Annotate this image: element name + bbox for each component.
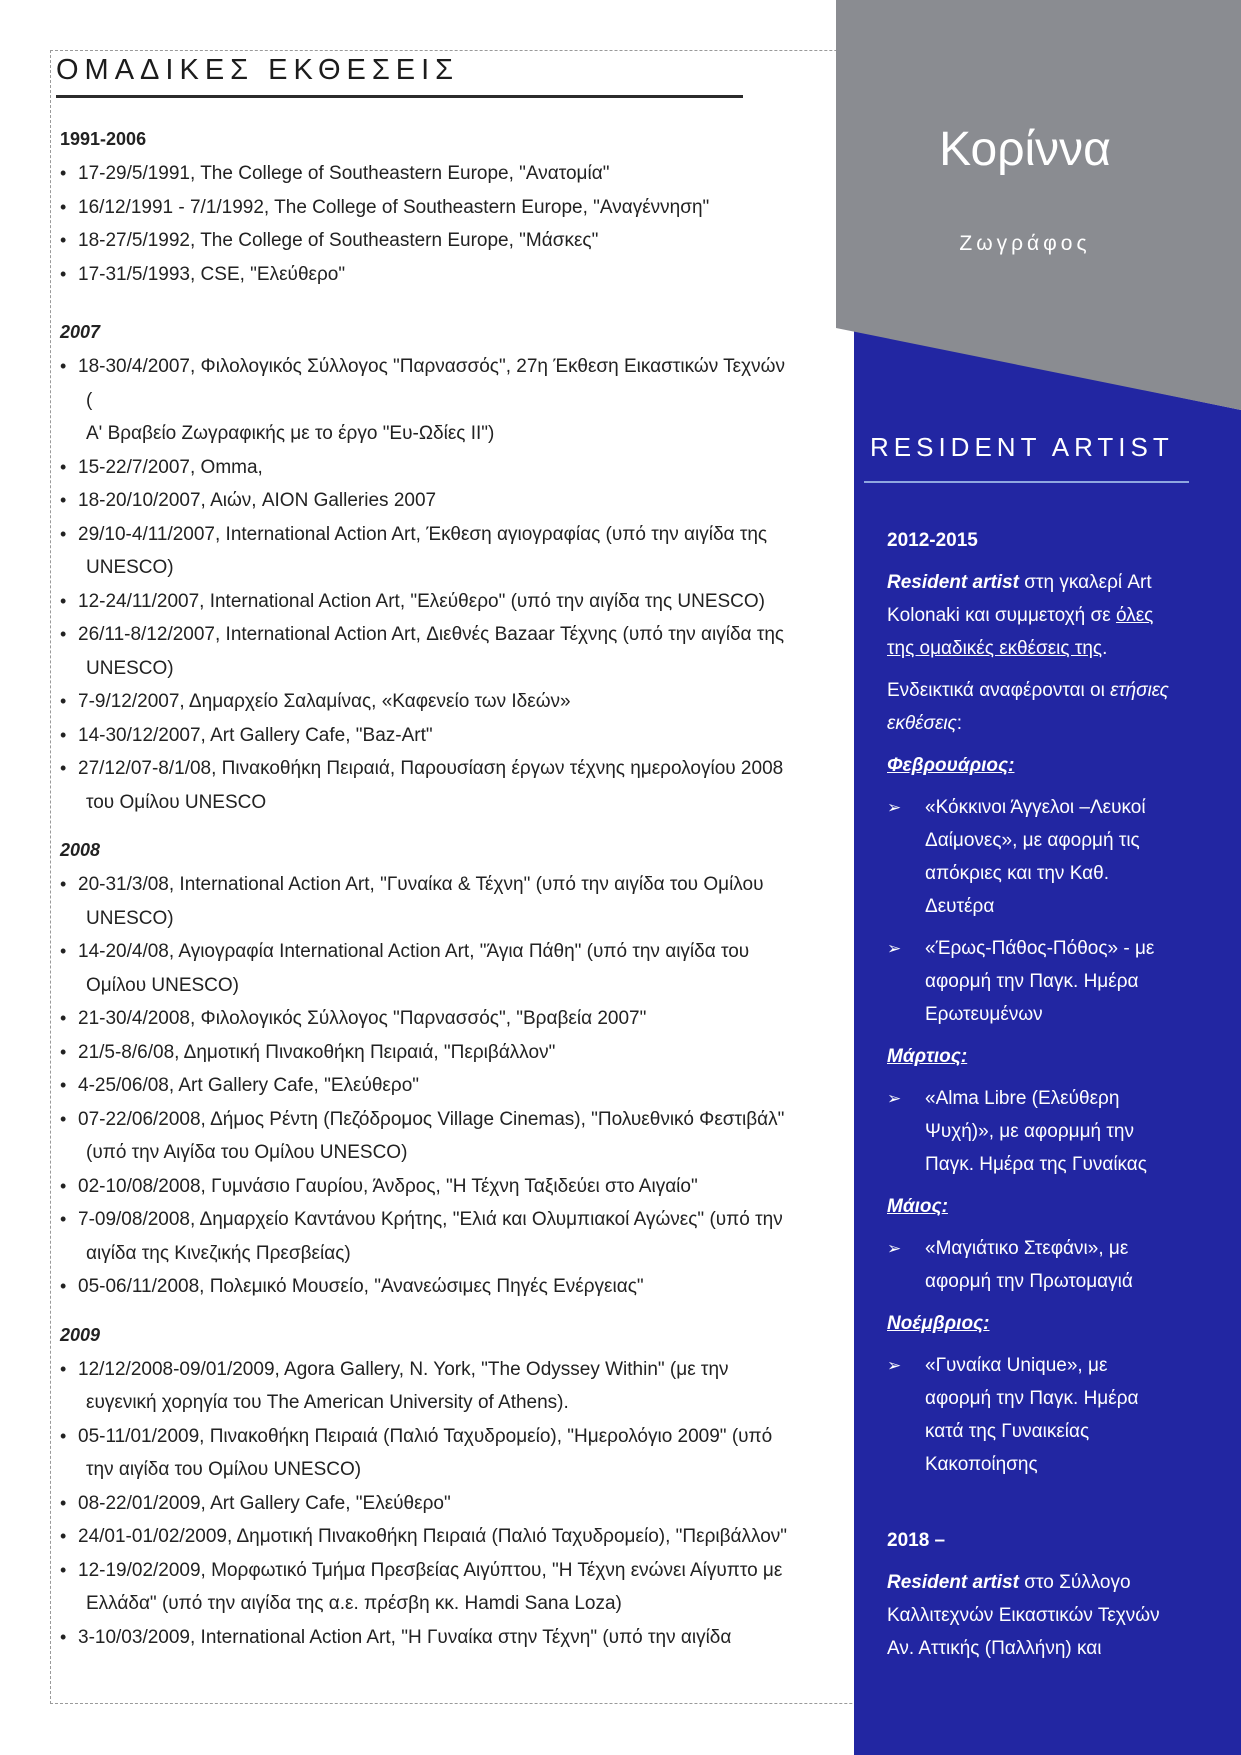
year-heading: 2008 <box>60 840 101 860</box>
list-item: • 15-22/7/2007, Omma, <box>56 451 796 485</box>
year-group <box>56 128 796 291</box>
month-heading: Μάιος: <box>887 1196 948 1217</box>
year-group <box>56 321 796 819</box>
list-item: • 27/12/07-8/1/08, Πινακοθήκη Πειραιά, Παρουσίαση έργων τέχνης ημερολογίου 2008 του Ομίλου UNESCO <box>56 752 796 819</box>
list-item: • 4-25/06/08, Art Gallery Cafe, "Ελεύθερο" <box>56 1069 796 1103</box>
list-item: • 05-11/01/2009, Πινακοθήκη Πειραιά (Παλιό Ταχυδρομείο), "Ημερολόγιο 2009" (υπό την αιγίδα του Ομίλου UNESCO) <box>56 1420 796 1487</box>
exhibition-list <box>56 157 796 291</box>
list-item: • 14-30/12/2007, Art Gallery Cafe, "Baz-Art" <box>56 719 796 753</box>
resident-year: 2012-2015 <box>887 530 978 551</box>
resident-description: Resident artist στο Σύλλογο Καλλιτεχνών Εικαστικών Τεχνών Αν. Αττικής (Παλλήνη) και <box>887 1572 1160 1659</box>
list-item: • 17-31/5/1993, CSE, "Ελεύθερο" <box>56 258 796 292</box>
year-group <box>56 1324 796 1655</box>
month-heading: Φεβρουάριος: <box>887 755 1015 776</box>
group-exhibitions-section <box>56 50 796 1674</box>
resident-title-rule <box>864 481 1189 483</box>
event-list <box>887 1349 1172 1481</box>
month-heading: Νοέμβριος: <box>887 1313 990 1334</box>
event-list <box>887 1232 1172 1298</box>
list-item: • 7-09/08/2008, Δημαρχείο Καντάνου Κρήτης, "Ελιά και Ολυμπιακοί Αγώνες" (υπό την αιγίδα της Κινεζικής Πρεσβείας) <box>56 1203 796 1270</box>
list-item: • 16/12/1991 - 7/1/1992, The College of Southeastern Europe, "Αναγέννηση" <box>56 191 796 225</box>
event-item: ➢ «Κόκκινοι Άγγελοι –Λευκοί Δαίμονες», με αφορμή τις απόκριες και την Καθ. Δευτέρα <box>887 791 1172 923</box>
event-list <box>887 791 1172 1031</box>
list-item: • 18-27/5/1992, The College of Southeastern Europe, "Μάσκες" <box>56 224 796 258</box>
event-list <box>887 1082 1172 1181</box>
resident-artist-content <box>887 524 1172 1674</box>
list-item: • 21/5-8/6/08, Δημοτική Πινακοθήκη Πειραιά, "Περιβάλλον" <box>56 1036 796 1070</box>
resident-description: Resident artist στη γκαλερί Art Kolonaki και συμμετοχή σε όλες της ομαδικές εκθέσεις της. <box>887 572 1154 659</box>
list-item: • 08-22/01/2009, Art Gallery Cafe, "Ελεύθερο" <box>56 1487 796 1521</box>
list-item: • 26/11-8/12/2007, International Action Art, Διεθνές Bazaar Τέχνης (υπό την αιγίδα της UNESCO) <box>56 618 796 685</box>
year-heading: 2007 <box>60 322 101 342</box>
year-heading: 2009 <box>60 1324 101 1345</box>
resident-artist-title: RESIDENT ARTIST <box>870 432 1174 462</box>
artist-role: Ζωγράφος <box>959 232 1091 255</box>
artist-name: Κορίννα <box>939 123 1111 176</box>
year-heading: 1991-2006 <box>60 129 147 149</box>
list-item: • 24/01-01/02/2009, Δημοτική Πινακοθήκη Πειραιά (Παλιό Ταχυδρομείο), "Περιβάλλον" <box>56 1520 796 1554</box>
list-item: • 20-31/3/08, International Action Art, "Γυναίκα & Τέχνη" (υπό την αιγίδα του Ομίλου UNESCO) <box>56 868 796 935</box>
event-item: ➢ «Γυναίκα Unique», με αφορμή την Παγκ. Ημέρα κατά της Γυναικείας Κακοποίησης <box>887 1349 1172 1481</box>
list-item: • 05-06/11/2008, Πολεμικό Μουσείο, "Ανανεώσιμες Πηγές Ενέργειας" <box>56 1270 796 1304</box>
section-title: ΟΜΑΔΙΚΕΣ ΕΚΘΕΣΕΙΣ <box>56 54 460 86</box>
list-item: • 18-30/4/2007, Φιλολογικός Σύλλογος "Παρνασσός", 27η Έκθεση Εικαστικών Τεχνών ( Α' Βραβείο Ζωγραφικής με το έργο "Ευ-Ωδίες ΙΙ") <box>56 350 796 451</box>
list-item: • 18-20/10/2007, Αιών, AION Galleries 2007 <box>56 484 796 518</box>
exhibition-list <box>56 1353 796 1655</box>
list-item: • 12-24/11/2007, International Action Art, "Ελεύθερο" (υπό την αιγίδα της UNESCO) <box>56 585 796 619</box>
exhibitions-link[interactable]: όλες της ομαδικές εκθέσεις της <box>887 605 1154 659</box>
year-group <box>56 839 796 1304</box>
list-item: • 17-29/5/1991, The College of Southeastern Europe, "Ανατομία" <box>56 157 796 191</box>
exhibition-list <box>56 868 796 1304</box>
resident-year: 2018 – <box>887 1530 946 1551</box>
list-item: • 12/12/2008-09/01/2009, Agora Gallery, N. York, "The Odyssey Within" (με την ευγενική χορηγία του The American University of Athens). <box>56 1353 796 1420</box>
list-item: • 02-10/08/2008, Γυμνάσιο Γαυρίου, Άνδρος, "Η Τέχνη Ταξιδεύει στο Αιγαίο" <box>56 1170 796 1204</box>
event-item: ➢ «Έρως-Πάθος-Πόθος» - με αφορμή την Παγκ. Ημέρα Ερωτευμένων <box>887 932 1172 1031</box>
list-item: • 07-22/06/2008, Δήμος Ρέντη (Πεζόδρομος Village Cinemas), "Πολυεθνικό Φεστιβάλ" (υπό την Αιγίδα του Ομίλου UNESCO) <box>56 1103 796 1170</box>
list-item: • 12-19/02/2009, Μορφωτικό Τμήμα Πρεσβείας Αιγύπτου, "Η Τέχνη ενώνει Αίγυπτο με Ελλάδα" (υπό την αιγίδα της α.ε. πρέσβη κκ. Hamdi Sana Loza) <box>56 1554 796 1621</box>
list-item: • 7-9/12/2007, Δημαρχείο Σαλαμίνας, «Καφενείο των Ιδεών» <box>56 685 796 719</box>
exhibition-list <box>56 350 796 819</box>
title-rule <box>56 95 743 98</box>
list-item: • 29/10-4/11/2007, International Action Art, Έκθεση αγιογραφίας (υπό την αιγίδα της UNESCO) <box>56 518 796 585</box>
event-item: ➢ «Alma Libre (Ελεύθερη Ψυχή)», με αφορμμή την Παγκ. Ημέρα της Γυναίκας <box>887 1082 1172 1181</box>
list-item: • 21-30/4/2008, Φιλολογικός Σύλλογος "Παρνασσός", "Βραβεία 2007" <box>56 1002 796 1036</box>
resident-note: Ενδεικτικά αναφέρονται οι ετήσιες εκθέσεις: <box>887 680 1169 734</box>
list-item: • 14-20/4/08, Αγιογραφία International Action Art, "Άγια Πάθη" (υπό την αιγίδα του Ομίλου UNESCO) <box>56 935 796 1002</box>
event-item: ➢ «Μαγιάτικο Στεφάνι», με αφορμή την Πρωτομαγιά <box>887 1232 1172 1298</box>
list-item: • 3-10/03/2009, International Action Art, "Η Γυναίκα στην Τέχνη" (υπό την αιγίδα <box>56 1621 796 1655</box>
month-heading: Μάρτιος: <box>887 1046 968 1067</box>
